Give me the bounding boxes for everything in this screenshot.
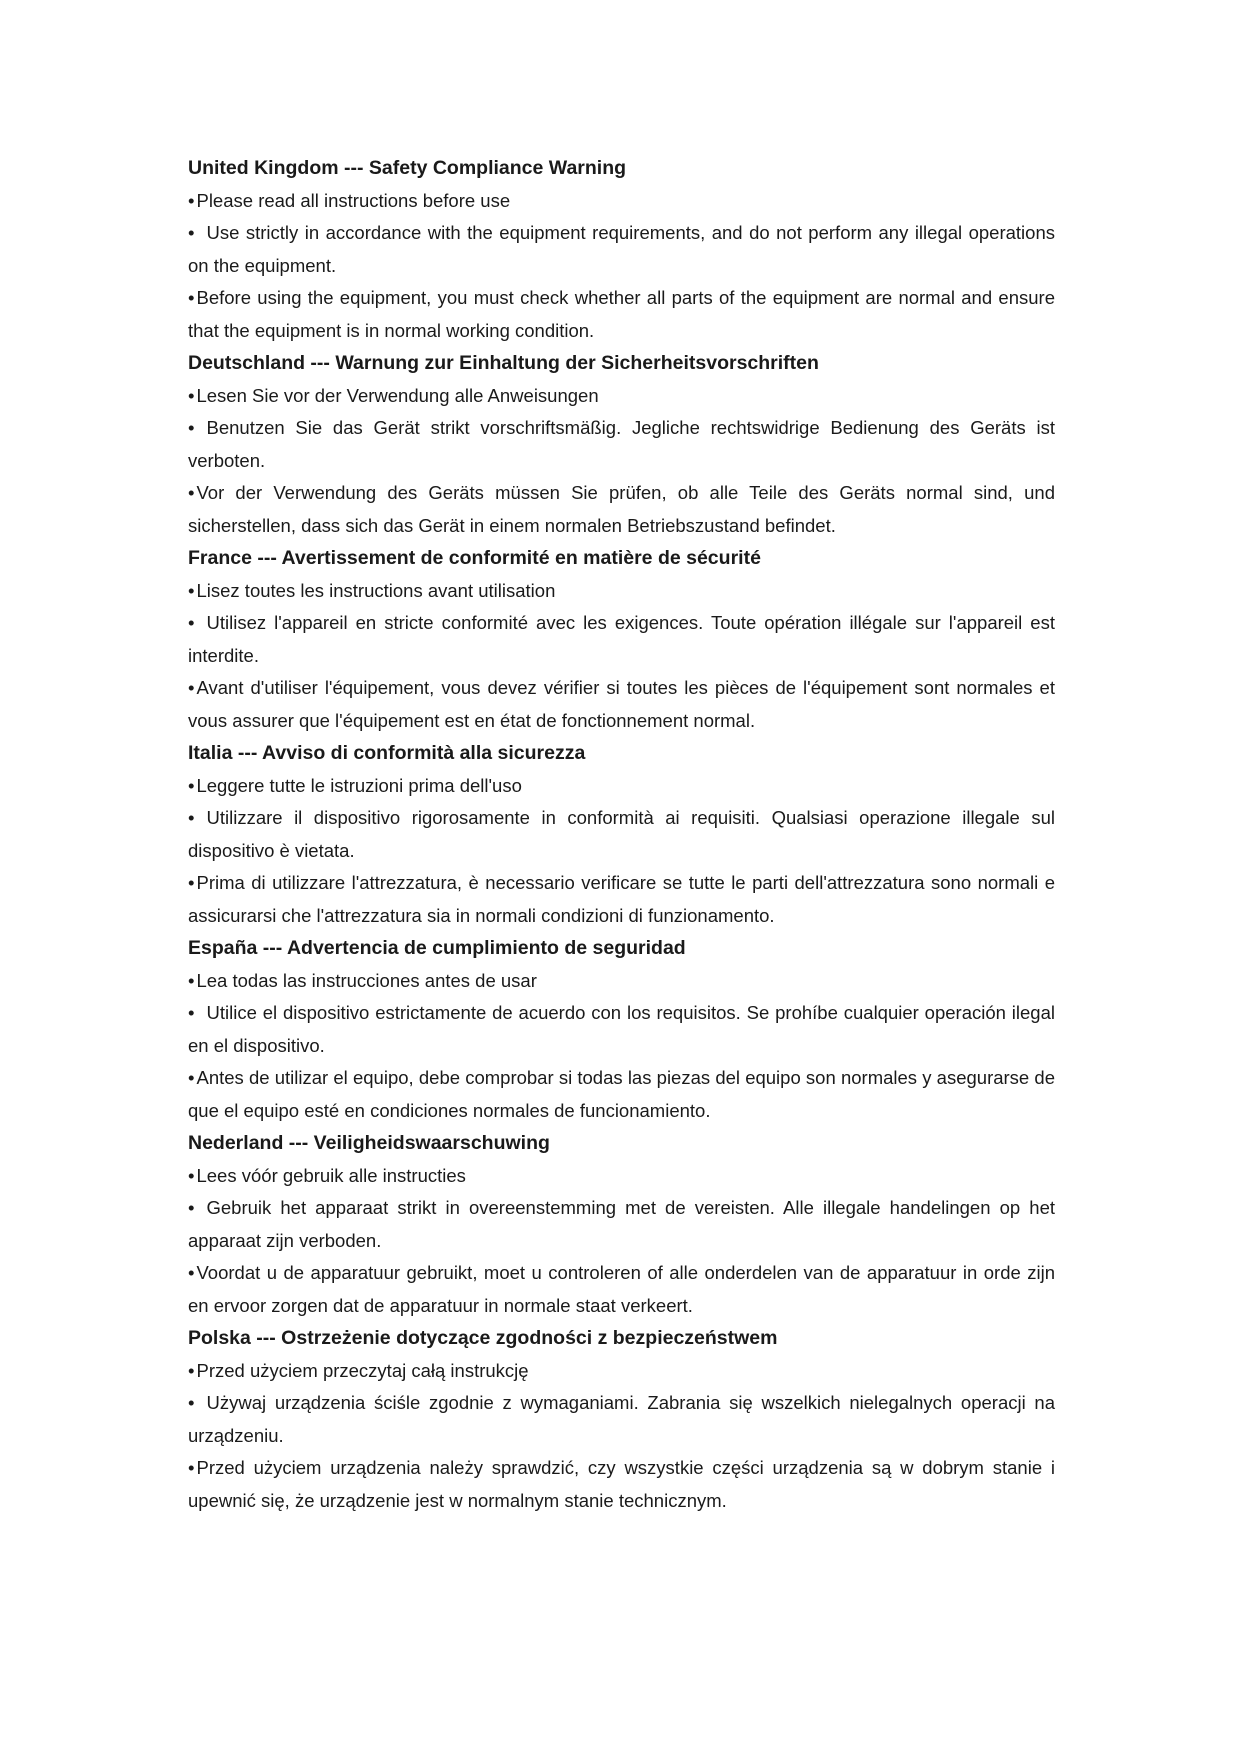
bullet-item: [188, 770, 1055, 803]
section-heading: Deutschland --- Warnung zur Einhaltung der Sicherheitsvorschriften: [188, 352, 819, 374]
bullet-glyph: •: [188, 1164, 195, 1186]
bullet-text: Voordat u de apparatuur gebruikt, moet u controleren of alle onderdelen van de apparatuur in orde zijn en ervoor zorgen dat de apparatuur in normale staat verkeert.: [188, 1262, 1055, 1316]
bullet-glyph: •: [188, 612, 195, 633]
bullet-text: Please read all instructions before use: [196, 189, 511, 211]
bullet-text: Utilizzare il dispositivo rigorosamente in conformità ai requisiti. Qualsiasi operazione illegale sul dispositivo è vietata.: [188, 807, 1055, 861]
bullet-item: [188, 965, 1055, 998]
section-nederland: [188, 1127, 1055, 1322]
section-heading: España --- Advertencia de cumplimiento de seguridad: [188, 937, 686, 959]
section-france: [188, 542, 1055, 737]
bullet-text: Utilisez l'appareil en stricte conformité avec les exigences. Toute opération illégale sur l'appareil est interdite.: [188, 612, 1055, 666]
bullet-glyph: •: [188, 774, 195, 796]
bullet-glyph: •: [188, 222, 195, 243]
bullet-text: Lees vóór gebruik alle instructies: [196, 1164, 466, 1186]
bullet-text: Prima di utilizzare l'attrezzatura, è necessario verificare se tutte le parti dell'attrezzatura sono normali e assicurarsi che l'attrezzatura sia in normali condizioni di funzionamento.: [188, 872, 1055, 926]
section-heading: Polska --- Ostrzeżenie dotyczące zgodności z bezpieczeństwem: [188, 1327, 778, 1349]
bullet-text: Utilice el dispositivo estrictamente de acuerdo con los requisitos. Se prohíbe cualquier operación ilegal en el dispositivo.: [188, 1002, 1055, 1056]
document-content: [188, 152, 1055, 1517]
bullet-text: Gebruik het apparaat strikt in overeenstemming met de vereisten. Alle illegale handelingen op het apparaat zijn verboden.: [188, 1197, 1055, 1251]
bullet-glyph: •: [188, 1197, 195, 1218]
bullet-glyph: •: [188, 287, 195, 308]
bullet-item: [188, 1355, 1055, 1388]
bullet-glyph: •: [188, 807, 195, 828]
bullet-text: Przed użyciem urządzenia należy sprawdzić, czy wszystkie części urządzenia są w dobrym stanie i upewnić się, że urządzenie jest w normalnym stanie technicznym.: [188, 1457, 1055, 1511]
bullet-item: [188, 1452, 1055, 1517]
section-united-kingdom: [188, 152, 1055, 347]
bullet-item: [188, 282, 1055, 347]
bullet-item: [188, 1257, 1055, 1322]
bullet-glyph: •: [188, 969, 195, 991]
bullet-text: Używaj urządzenia ściśle zgodnie z wymaganiami. Zabrania się wszelkich nielegalnych operacji na urządzeniu.: [188, 1392, 1055, 1446]
bullet-text: Before using the equipment, you must check whether all parts of the equipment are normal and ensure that the equipment is in normal working condition.: [188, 287, 1055, 341]
bullet-text: Use strictly in accordance with the equipment requirements, and do not perform any illegal operations on the equipment.: [188, 222, 1055, 276]
bullet-text: Lesen Sie vor der Verwendung alle Anweisungen: [196, 384, 599, 406]
bullet-glyph: •: [188, 1002, 195, 1023]
bullet-text: Przed użyciem przeczytaj całą instrukcję: [196, 1359, 529, 1381]
section-deutschland: [188, 347, 1055, 542]
bullet-text: Leggere tutte le istruzioni prima dell'uso: [196, 774, 522, 796]
bullet-glyph: •: [188, 384, 195, 406]
section-italia: [188, 737, 1055, 932]
bullet-item: [188, 607, 1055, 672]
bullet-item: [188, 802, 1055, 867]
bullet-text: Lea todas las instrucciones antes de usar: [196, 969, 537, 991]
bullet-glyph: •: [188, 872, 195, 893]
bullet-glyph: •: [188, 189, 195, 211]
bullet-item: [188, 477, 1055, 542]
bullet-item: [188, 997, 1055, 1062]
bullet-text: Benutzen Sie das Gerät strikt vorschriftsmäßig. Jegliche rechtswidrige Bedienung des Geräts ist verboten.: [188, 417, 1055, 471]
bullet-glyph: •: [188, 1392, 195, 1413]
section-heading: Italia --- Avviso di conformità alla sicurezza: [188, 742, 586, 764]
bullet-item: [188, 217, 1055, 282]
section-polska: [188, 1322, 1055, 1517]
bullet-item: [188, 575, 1055, 608]
section-espana: [188, 932, 1055, 1127]
bullet-item: [188, 672, 1055, 737]
bullet-glyph: •: [188, 482, 195, 503]
bullet-glyph: •: [188, 1457, 195, 1478]
bullet-item: [188, 1062, 1055, 1127]
bullet-text: Avant d'utiliser l'équipement, vous devez vérifier si toutes les pièces de l'équipement sont normales et vous assurer que l'équipement est en état de fonctionnement normal.: [188, 677, 1055, 731]
bullet-item: [188, 1192, 1055, 1257]
bullet-glyph: •: [188, 1067, 195, 1088]
bullet-glyph: •: [188, 579, 195, 601]
bullet-glyph: •: [188, 677, 195, 698]
bullet-item: [188, 1160, 1055, 1193]
bullet-item: [188, 380, 1055, 413]
bullet-text: Antes de utilizar el equipo, debe comprobar si todas las piezas del equipo son normales y asegurarse de que el equipo esté en condiciones normales de funcionamiento.: [188, 1067, 1055, 1121]
bullet-glyph: •: [188, 1262, 195, 1283]
bullet-item: [188, 412, 1055, 477]
bullet-item: [188, 867, 1055, 932]
bullet-glyph: •: [188, 1359, 195, 1381]
section-heading: United Kingdom --- Safety Compliance Warning: [188, 157, 627, 179]
section-heading: Nederland --- Veiligheidswaarschuwing: [188, 1132, 550, 1154]
bullet-text: Vor der Verwendung des Geräts müssen Sie prüfen, ob alle Teile des Geräts normal sind, und sicherstellen, dass sich das Gerät in einem normalen Betriebszustand befindet.: [188, 482, 1055, 536]
bullet-text: Lisez toutes les instructions avant utilisation: [196, 579, 556, 601]
bullet-glyph: •: [188, 417, 195, 438]
section-heading: France --- Avertissement de conformité en matière de sécurité: [188, 547, 761, 569]
bullet-item: [188, 185, 1055, 218]
bullet-item: [188, 1387, 1055, 1452]
